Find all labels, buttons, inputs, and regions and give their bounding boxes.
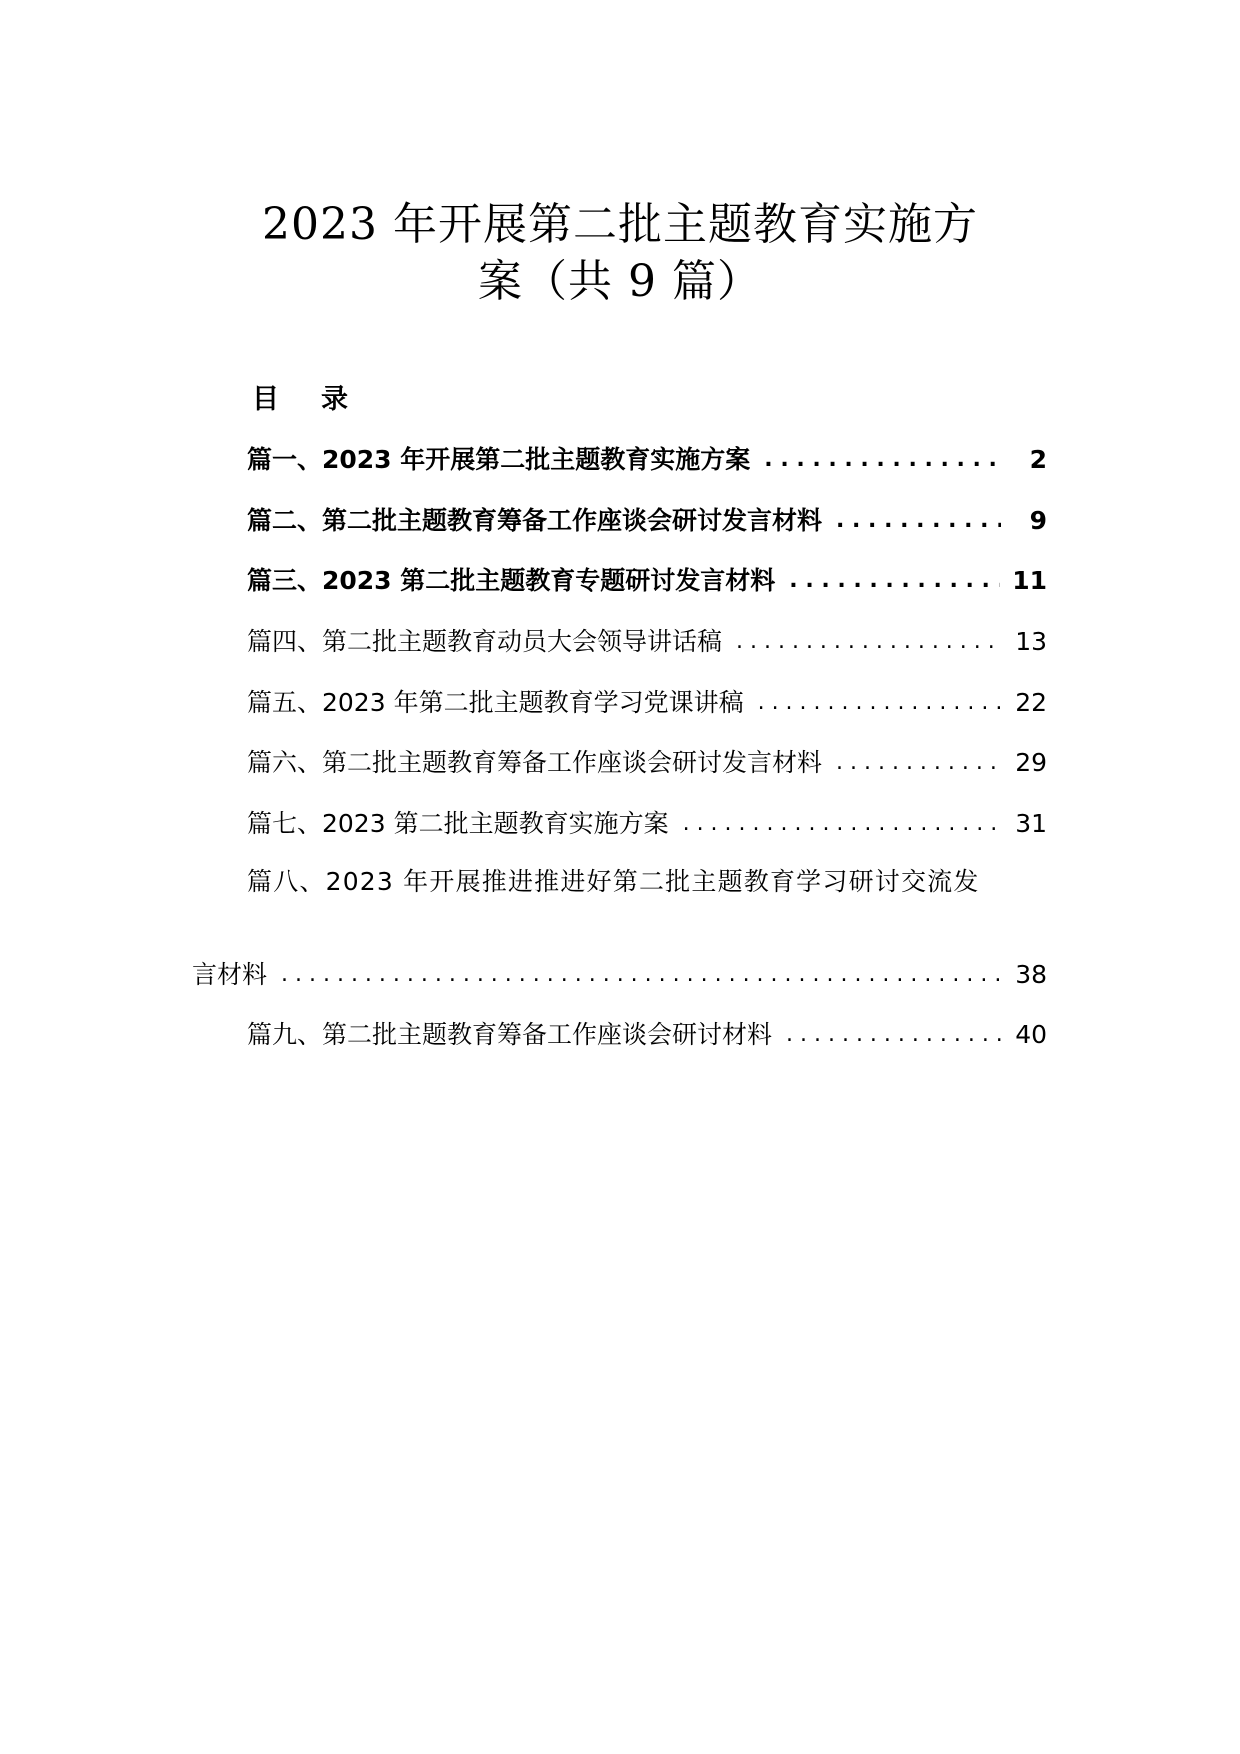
toc-entry-8-label[interactable]: 篇八、2023 年开展推进推进好第二批主题教育学习研讨交流发: [247, 867, 980, 896]
toc-entry-4[interactable]: [247, 622, 1047, 662]
toc-entry-1[interactable]: [247, 440, 1047, 480]
toc-heading-part-2: 录: [321, 384, 348, 415]
toc-entry-page: 9: [1029, 506, 1047, 535]
toc-entry-5[interactable]: [247, 683, 1047, 723]
toc-leader-dots: [764, 440, 1001, 480]
toc-entry-page: 31: [1015, 809, 1047, 838]
toc-entry-page: 11: [1012, 566, 1047, 595]
toc-leader-dots: [836, 743, 1001, 783]
toc-leader-dots: [789, 561, 1000, 601]
toc-entry-label: 篇七、2023 第二批主题教育实施方案: [247, 809, 669, 838]
toc-heading: [252, 380, 348, 420]
toc-leader-dots: [758, 683, 1001, 723]
toc-entry-label: 篇六、第二批主题教育筹备工作座谈会研讨发言材料: [247, 748, 823, 777]
toc-entry-page: 22: [1015, 688, 1047, 717]
document-title-line-1: 2023 年开展第二批主题教育实施方: [262, 199, 978, 250]
toc-leader-dots: [786, 1015, 1001, 1055]
toc-entry-page: 29: [1015, 748, 1047, 777]
toc-leader-dots: [836, 501, 1001, 541]
toc-entry-9[interactable]: [247, 1015, 1047, 1055]
toc-entry-label-continued: 言材料: [192, 960, 268, 989]
toc-entry-page: 38: [1015, 960, 1047, 989]
document-title-line-2: 案（共 9 篇）: [478, 256, 762, 307]
toc-entry-page: 40: [1015, 1020, 1047, 1049]
toc-entry-label: 篇五、2023 年第二批主题教育学习党课讲稿: [247, 688, 744, 717]
toc-entry-page: 2: [1029, 445, 1047, 474]
toc-leader-dots: [736, 622, 1001, 662]
toc-entry-8[interactable]: [192, 955, 1047, 995]
toc-leader-dots: [281, 955, 1001, 995]
toc-leader-dots: [683, 804, 1001, 844]
toc-entry-label: 篇九、第二批主题教育筹备工作座谈会研讨材料: [247, 1020, 773, 1049]
toc-heading-part-1: 目: [252, 384, 279, 415]
toc-entry-6[interactable]: [247, 743, 1047, 783]
toc-entry-3[interactable]: [247, 561, 1047, 601]
toc-entry-label: 篇一、2023 年开展第二批主题教育实施方案: [247, 445, 751, 474]
toc-entry-label: 篇二、第二批主题教育筹备工作座谈会研讨发言材料: [247, 506, 823, 535]
toc-entry-7[interactable]: [247, 804, 1047, 844]
toc-entry-page: 13: [1015, 627, 1047, 656]
toc-entry-label: 篇三、2023 第二批主题教育专题研讨发言材料: [247, 566, 776, 595]
toc-entry-label: 篇四、第二批主题教育动员大会领导讲话稿: [247, 627, 723, 656]
toc-entry-2[interactable]: [247, 501, 1047, 541]
